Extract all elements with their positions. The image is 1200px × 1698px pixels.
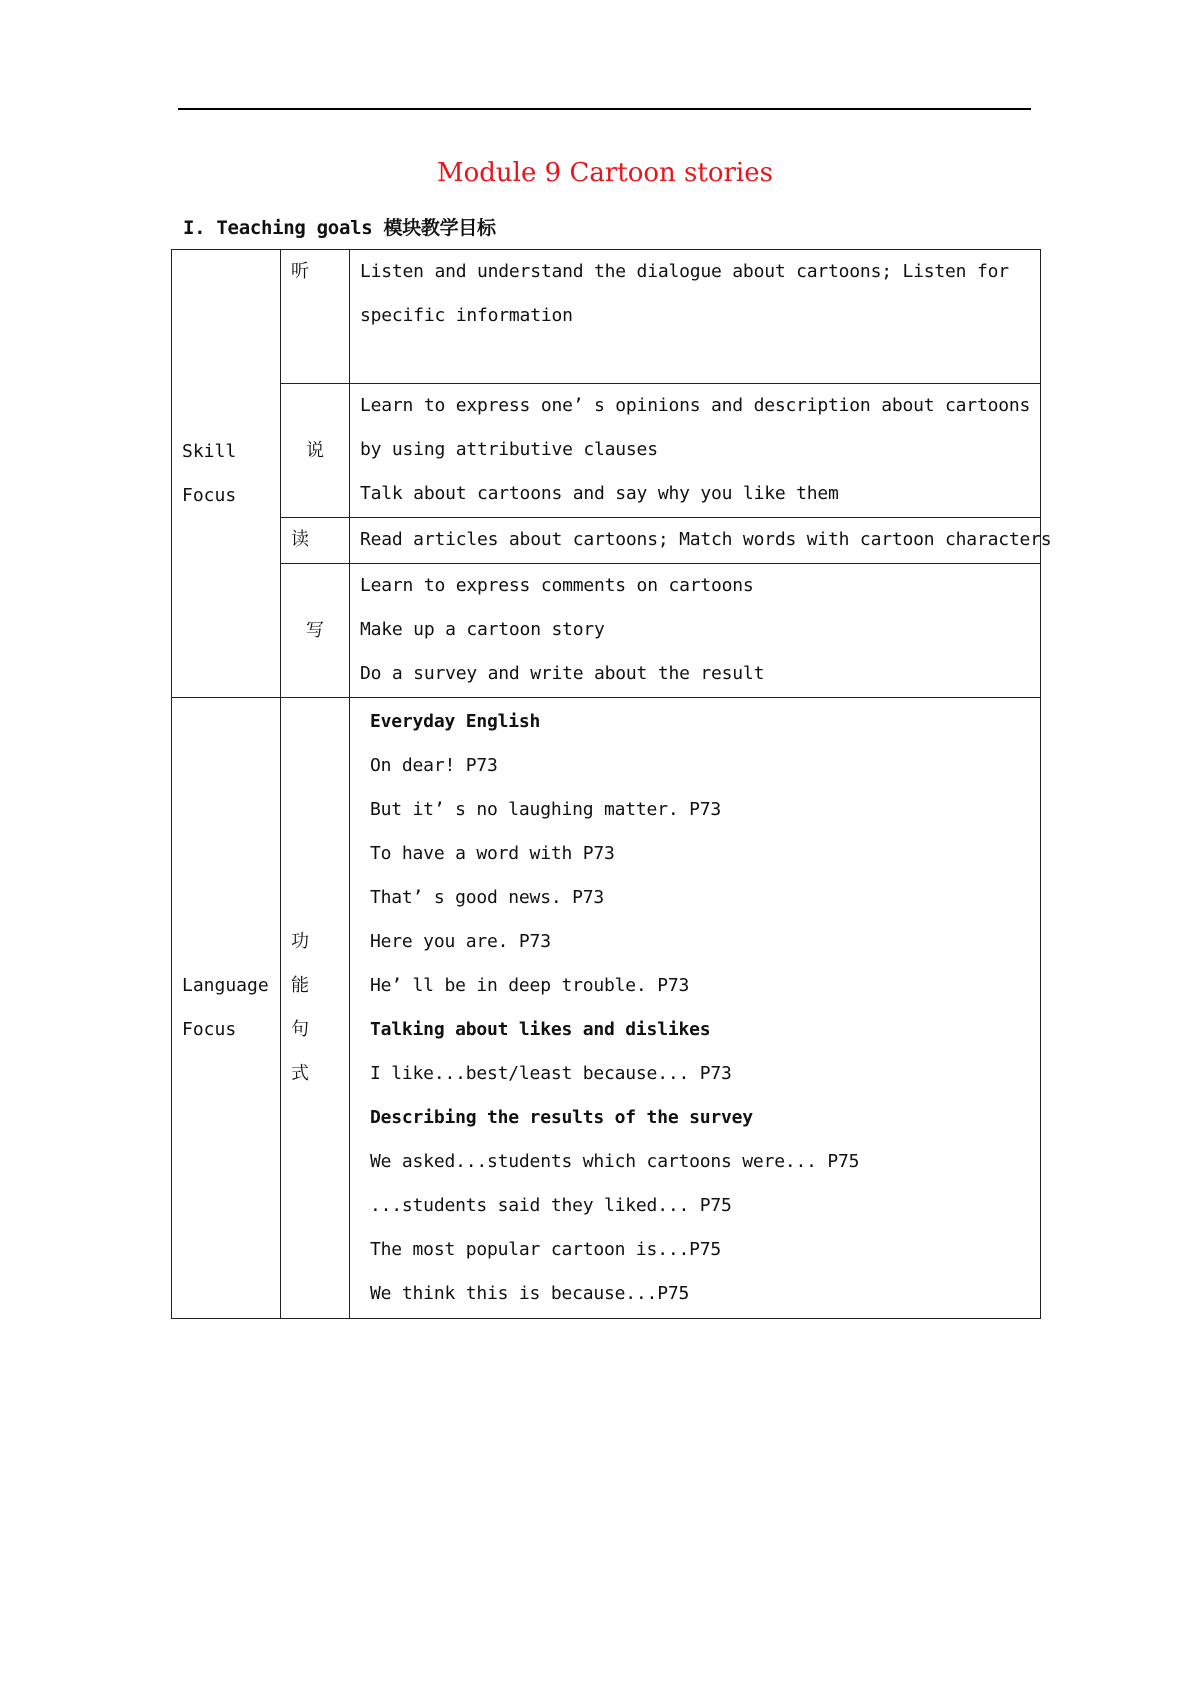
- phrase-item: The most popular cartoon is...P75: [370, 1239, 722, 1260]
- language-focus-row: [172, 698, 1041, 1319]
- description-line: Do a survey and write about the result: [360, 663, 765, 684]
- phrase-item: He’ ll be in deep trouble. P73: [370, 975, 690, 996]
- description-line: Read articles about cartoons; Match words with cartoon characters: [360, 529, 1052, 550]
- skill-description: [350, 564, 1041, 698]
- description-line: Learn to express comments on cartoons: [360, 575, 754, 596]
- description-line: specific information: [360, 305, 573, 326]
- skill-row-writing: [172, 564, 1041, 698]
- category-label: Focus: [182, 1019, 237, 1040]
- skill-row-reading: [172, 518, 1041, 564]
- skill-label: 写: [281, 564, 350, 698]
- language-focus-content: [350, 698, 1041, 1319]
- skill-label: 说: [281, 384, 350, 518]
- document-title: Module 9 Cartoon stories: [437, 158, 773, 188]
- phrase-item: We asked...students which cartoons were... P75: [370, 1151, 860, 1172]
- phrase-item: ...students said they liked... P75: [370, 1195, 732, 1216]
- skill-description: [350, 384, 1041, 518]
- description-line: Learn to express one’ s opinions and description about cartoons: [360, 395, 1031, 416]
- header-rule: [178, 108, 1031, 110]
- skill-description: [350, 518, 1052, 564]
- group-heading: Describing the results of the survey: [370, 1107, 753, 1128]
- phrase-item: On dear! P73: [370, 755, 498, 776]
- description-line: Listen and understand the dialogue about cartoons; Listen for: [360, 261, 1009, 282]
- label-char: 能: [291, 975, 309, 996]
- description-line: Make up a cartoon story: [360, 619, 605, 640]
- skill-description: [350, 250, 1041, 384]
- functional-sentences-label: [281, 698, 350, 1319]
- label-char: 式: [291, 1063, 309, 1084]
- phrase-item: Here you are. P73: [370, 931, 551, 952]
- teaching-goals-table: [171, 249, 1052, 1319]
- skill-row-listening: [172, 250, 1041, 384]
- description-line: Talk about cartoons and say why you like them: [360, 483, 839, 504]
- label-char: 功: [291, 931, 309, 952]
- phrase-item: But it’ s no laughing matter. P73: [370, 799, 722, 820]
- language-focus-category: [172, 698, 281, 1319]
- description-line: by using attributive clauses: [360, 439, 658, 460]
- group-heading: Everyday English: [370, 711, 541, 732]
- label-char: 句: [291, 1019, 309, 1040]
- skill-row-speaking: [172, 384, 1041, 518]
- category-label: Focus: [182, 484, 237, 506]
- category-label: Language: [182, 975, 269, 996]
- phrase-item: To have a word with P73: [370, 843, 615, 864]
- phrase-item: That’ s good news. P73: [370, 887, 605, 908]
- section-heading: I. Teaching goals 模块教学目标: [183, 217, 496, 239]
- phrase-item: I like...best/least because... P73: [370, 1063, 732, 1084]
- skill-label: 读: [281, 518, 350, 564]
- group-heading: Talking about likes and dislikes: [370, 1019, 711, 1040]
- category-label: Skill: [182, 440, 237, 462]
- skill-focus-category: [172, 250, 281, 698]
- skill-label: 听: [281, 250, 350, 384]
- phrase-item: We think this is because...P75: [370, 1283, 690, 1304]
